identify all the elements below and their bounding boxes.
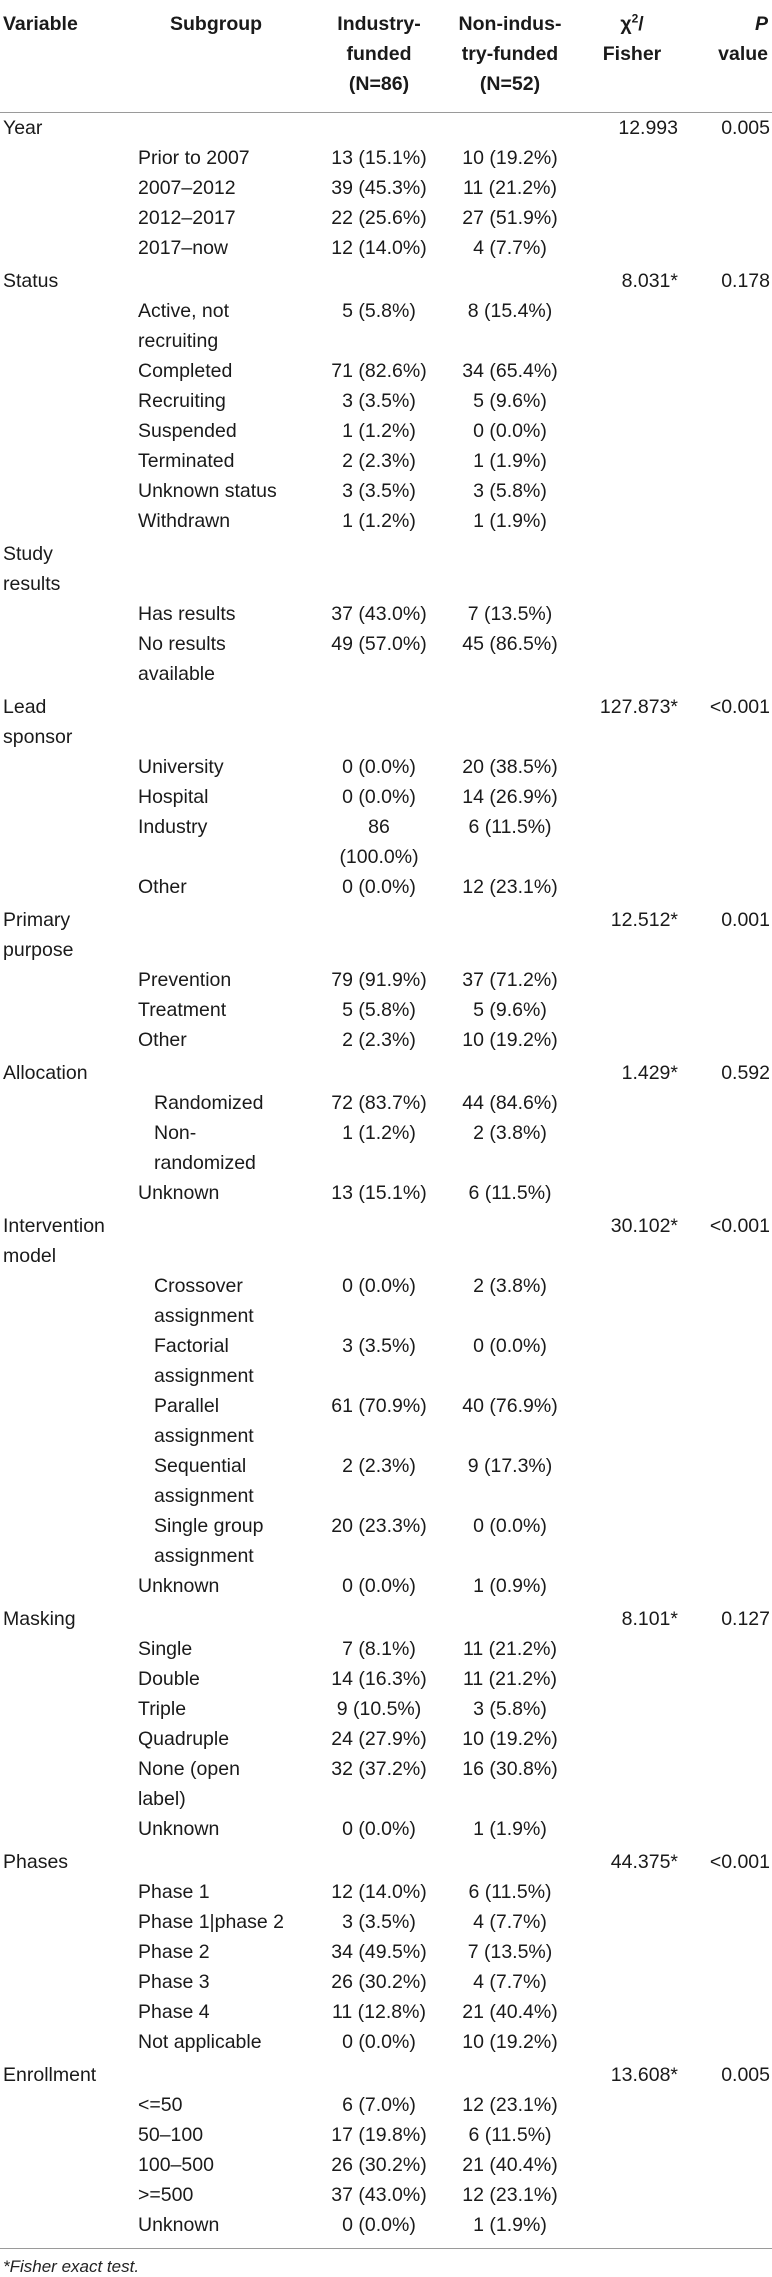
industry-count: 2 (2.3%)	[342, 1454, 416, 1477]
industry-count: 71 (82.6%)	[331, 359, 427, 382]
non-industry-count: 6 (11.5%)	[468, 1181, 552, 1204]
non-industry-count: 1 (0.9%)	[473, 1574, 547, 1597]
table-row	[0, 386, 772, 416]
non-industry-count: 12 (23.1%)	[462, 2093, 558, 2116]
statistic-value: 8.101*	[621, 1607, 678, 1630]
non-industry-count: 2 (3.8%)	[473, 1121, 547, 1144]
subgroup-label: Sequential assignment	[154, 1454, 254, 1507]
subgroup-label: Prior to 2007	[138, 146, 250, 169]
non-industry-count: 4 (7.7%)	[473, 1910, 547, 1933]
p-value: <0.001	[709, 1214, 770, 1237]
table-row	[0, 1055, 772, 1088]
table-row	[0, 1724, 772, 1754]
industry-count: 0 (0.0%)	[342, 1817, 416, 1840]
table-row	[0, 112, 772, 143]
p-value: <0.001	[709, 1850, 770, 1873]
subgroup-label: Completed	[138, 359, 233, 382]
industry-count: 49 (57.0%)	[331, 632, 427, 655]
non-industry-count: 12 (23.1%)	[462, 875, 558, 898]
table-row	[0, 356, 772, 386]
industry-count: 2 (2.3%)	[342, 449, 416, 472]
p-value: 0.592	[721, 1061, 770, 1084]
non-industry-count: 7 (13.5%)	[467, 602, 553, 625]
table-row	[0, 1451, 772, 1511]
p-value: <0.001	[709, 695, 770, 718]
subgroup-label: Other	[138, 1028, 187, 1051]
subgroup-label: Suspended	[138, 419, 237, 442]
industry-count: 5 (5.8%)	[342, 299, 416, 322]
variable-label: Lead sponsor	[3, 695, 73, 748]
variable-label: Year	[3, 116, 43, 139]
table-row	[0, 2027, 772, 2057]
subgroup-label: Non- randomized	[154, 1121, 256, 1174]
subgroup-label: Withdrawn	[138, 509, 231, 532]
subgroup-label: Industry	[138, 815, 208, 838]
table-row	[0, 536, 772, 599]
industry-count: 14 (16.3%)	[331, 1667, 427, 1690]
table-body	[0, 112, 772, 2248]
non-industry-count: 37 (71.2%)	[462, 968, 558, 991]
industry-count: 13 (15.1%)	[331, 1181, 427, 1204]
industry-count: 3 (3.5%)	[342, 389, 416, 412]
subgroup-label: Other	[138, 875, 187, 898]
table-row	[0, 233, 772, 263]
non-industry-count: 0 (0.0%)	[473, 419, 547, 442]
statistic-value	[578, 536, 686, 599]
table-row	[0, 1907, 772, 1937]
industry-count: 0 (0.0%)	[342, 1274, 416, 1297]
table-row	[0, 872, 772, 902]
industry-count: 3 (3.5%)	[342, 479, 416, 502]
table-row	[0, 1208, 772, 1271]
subgroup-label: Crossover assignment	[154, 1274, 254, 1327]
non-industry-count: 5 (9.6%)	[473, 998, 547, 1021]
subgroup-label: 50–100	[138, 2123, 204, 2146]
non-industry-count: 34 (65.4%)	[462, 359, 558, 382]
subgroup-label: Single	[138, 1637, 193, 1660]
industry-count: 0 (0.0%)	[342, 2213, 416, 2236]
industry-count: 1 (1.2%)	[342, 1121, 416, 1144]
table-row	[0, 1937, 772, 1967]
table-row	[0, 752, 772, 782]
footnote: *Fisher exact test.	[3, 2256, 140, 2276]
table-row	[0, 782, 772, 812]
variable-label: Allocation	[3, 1061, 88, 1084]
non-industry-count: 11 (21.2%)	[463, 1637, 557, 1660]
non-industry-count: 6 (11.5%)	[468, 2123, 552, 2146]
header-subgroup: Subgroup	[170, 13, 263, 35]
subgroup-label: Hospital	[138, 785, 209, 808]
industry-count: 0 (0.0%)	[342, 785, 416, 808]
non-industry-count: 40 (76.9%)	[462, 1394, 558, 1417]
table-row	[0, 1178, 772, 1208]
subgroup-label: >=500	[138, 2183, 194, 2206]
subgroup-label: 2012–2017	[138, 206, 236, 229]
subgroup-label: Single group assignment	[154, 1514, 264, 1567]
table-row	[0, 2150, 772, 2180]
variable-label: Enrollment	[3, 2063, 97, 2086]
table-row	[0, 1601, 772, 1634]
non-industry-count: 10 (19.2%)	[462, 2030, 558, 2053]
table-row	[0, 1118, 772, 1178]
subgroup-label: Factorial assignment	[154, 1334, 254, 1387]
table-row	[0, 1664, 772, 1694]
industry-count: 3 (3.5%)	[342, 1910, 416, 1933]
subgroup-label: Prevention	[138, 968, 232, 991]
non-industry-count: 14 (26.9%)	[462, 785, 558, 808]
table-row	[0, 1997, 772, 2027]
statistic-value: 12.512*	[610, 908, 678, 931]
non-industry-count: 1 (1.9%)	[473, 509, 547, 532]
industry-count: 1 (1.2%)	[342, 509, 416, 532]
non-industry-count: 2 (3.8%)	[473, 1274, 547, 1297]
p-value: 0.005	[721, 2063, 770, 2086]
industry-count: 0 (0.0%)	[342, 755, 416, 778]
industry-count: 24 (27.9%)	[331, 1727, 427, 1750]
non-industry-count: 11 (21.2%)	[463, 1667, 557, 1690]
subgroup-label: Phase 1	[138, 1880, 210, 1903]
industry-count: 37 (43.0%)	[331, 2183, 427, 2206]
subgroup-label: Phase 2	[138, 1940, 210, 1963]
non-industry-count: 3 (5.8%)	[473, 1697, 547, 1720]
table-row	[0, 173, 772, 203]
subgroup-label: Unknown status	[138, 479, 277, 502]
table-row	[0, 2180, 772, 2210]
non-industry-count: 4 (7.7%)	[473, 236, 547, 259]
subgroup-label: Randomized	[154, 1091, 264, 1114]
industry-count: 3 (3.5%)	[342, 1334, 416, 1357]
industry-count: 5 (5.8%)	[342, 998, 416, 1021]
table-row	[0, 812, 772, 872]
non-industry-count: 21 (40.4%)	[462, 2153, 558, 2176]
subgroup-label: 2007–2012	[138, 176, 236, 199]
table-row	[0, 902, 772, 965]
table-row	[0, 965, 772, 995]
non-industry-count: 7 (13.5%)	[467, 1940, 553, 1963]
header-industry: Industry- funded (N=86)	[337, 13, 421, 95]
statistic-value: 30.102*	[610, 1214, 678, 1237]
industry-count: 6 (7.0%)	[342, 2093, 416, 2116]
table-row	[0, 2210, 772, 2249]
subgroup-label: Phase 3	[138, 1970, 210, 1993]
table-row	[0, 446, 772, 476]
table-row	[0, 1331, 772, 1391]
non-industry-count: 21 (40.4%)	[462, 2000, 558, 2023]
non-industry-count: 9 (17.3%)	[467, 1454, 553, 1477]
table-row	[0, 1844, 772, 1877]
industry-count: 32 (37.2%)	[331, 1757, 427, 1780]
table-row	[0, 2090, 772, 2120]
industry-count: 34 (49.5%)	[331, 1940, 427, 1963]
non-industry-count: 20 (38.5%)	[462, 755, 558, 778]
subgroup-label: No results available	[138, 632, 226, 685]
statistic-value: 1.429*	[621, 1061, 678, 1084]
table-header	[0, 0, 772, 112]
industry-count: 11 (12.8%)	[332, 2000, 426, 2023]
non-industry-count: 27 (51.9%)	[462, 206, 558, 229]
header-p-value: P value	[718, 13, 768, 65]
table-row	[0, 1025, 772, 1055]
table-row	[0, 1088, 772, 1118]
non-industry-count: 10 (19.2%)	[462, 1028, 558, 1051]
subgroup-label: Recruiting	[138, 389, 226, 412]
statistic-value: 13.608*	[610, 2063, 678, 2086]
table-row	[0, 263, 772, 296]
non-industry-count: 8 (15.4%)	[467, 299, 553, 322]
p-value: 0.001	[721, 908, 770, 931]
table-row	[0, 416, 772, 446]
subgroup-label: Phase 1|phase 2	[138, 1910, 285, 1933]
table-row	[0, 1511, 772, 1571]
non-industry-count: 16 (30.8%)	[462, 1757, 558, 1780]
subgroup-label: Terminated	[138, 449, 235, 472]
industry-count: 20 (23.3%)	[331, 1514, 427, 1537]
industry-count: 37 (43.0%)	[331, 602, 427, 625]
industry-count: 86 (100.0%)	[339, 815, 419, 868]
non-industry-count: 6 (11.5%)	[468, 1880, 552, 1903]
table-row	[0, 1634, 772, 1664]
table-row	[0, 1814, 772, 1844]
table-row	[0, 1391, 772, 1451]
industry-count: 39 (45.3%)	[331, 176, 427, 199]
industry-count: 17 (19.8%)	[331, 2123, 427, 2146]
statistic-value: 127.873*	[599, 695, 678, 718]
p-value	[686, 536, 772, 599]
industry-count: 22 (25.6%)	[331, 206, 427, 229]
industry-count: 12 (14.0%)	[331, 1880, 427, 1903]
table-row	[0, 296, 772, 356]
non-industry-count: 0 (0.0%)	[473, 1334, 547, 1357]
subgroup-label: Unknown	[138, 2213, 220, 2236]
industry-count: 26 (30.2%)	[331, 1970, 427, 1993]
table-row	[0, 2057, 772, 2090]
table-row	[0, 1967, 772, 1997]
non-industry-count: 3 (5.8%)	[473, 479, 547, 502]
subgroup-label: 2017–now	[138, 236, 228, 259]
table-row	[0, 1754, 772, 1814]
subgroup-label: Unknown	[138, 1574, 220, 1597]
industry-count: 0 (0.0%)	[342, 1574, 416, 1597]
table-row	[0, 203, 772, 233]
subgroup-label: <=50	[138, 2093, 183, 2116]
variable-label: Phases	[3, 1850, 69, 1873]
non-industry-count: 10 (19.2%)	[462, 1727, 558, 1750]
non-industry-count: 0 (0.0%)	[473, 1514, 547, 1537]
header-non-industry: Non-indus- try-funded (N=52)	[458, 13, 562, 95]
table-row	[0, 1571, 772, 1601]
p-value: 0.005	[721, 116, 770, 139]
subgroup-label: Not applicable	[138, 2030, 262, 2053]
variable-label: Status	[3, 269, 59, 292]
non-industry-count: 11 (21.2%)	[463, 176, 557, 199]
subgroup-label: None (open label)	[138, 1757, 240, 1810]
industry-count: 26 (30.2%)	[331, 2153, 427, 2176]
subgroup-label: Triple	[138, 1697, 187, 1720]
table-row	[0, 995, 772, 1025]
table-row	[0, 629, 772, 689]
industry-count: 1 (1.2%)	[342, 419, 416, 442]
industry-count: 2 (2.3%)	[342, 1028, 416, 1051]
non-industry-count: 44 (84.6%)	[462, 1091, 558, 1114]
statistic-value: 8.031*	[621, 269, 678, 292]
industry-count: 12 (14.0%)	[331, 236, 427, 259]
non-industry-count: 45 (86.5%)	[462, 632, 558, 655]
industry-count: 0 (0.0%)	[342, 2030, 416, 2053]
industry-count: 13 (15.1%)	[331, 146, 427, 169]
subgroup-label: Parallel assignment	[154, 1394, 254, 1447]
subgroup-label: Double	[138, 1667, 200, 1690]
non-industry-count: 6 (11.5%)	[468, 815, 552, 838]
table-row	[0, 1694, 772, 1724]
industry-count: 61 (70.9%)	[331, 1394, 427, 1417]
non-industry-count: 1 (1.9%)	[473, 1817, 547, 1840]
table-row	[0, 506, 772, 536]
header-variable: Variable	[3, 13, 78, 35]
non-industry-count: 1 (1.9%)	[473, 2213, 547, 2236]
subgroup-label: Has results	[138, 602, 236, 625]
subgroup-label: University	[138, 755, 224, 778]
subgroup-label: Unknown	[138, 1181, 220, 1204]
subgroup-label: Phase 4	[138, 2000, 210, 2023]
table-row	[0, 2120, 772, 2150]
variable-label: Intervention model	[3, 1214, 105, 1267]
table-row	[0, 1271, 772, 1331]
non-industry-count: 4 (7.7%)	[473, 1970, 547, 1993]
industry-count: 9 (10.5%)	[336, 1697, 422, 1720]
industry-count: 0 (0.0%)	[342, 875, 416, 898]
subgroup-label: 100–500	[138, 2153, 214, 2176]
statistic-value: 12.993	[618, 116, 678, 139]
header-statistic: $\chi^2/$ Fisher	[602, 11, 662, 65]
table-row	[0, 476, 772, 506]
subgroup-label: Unknown	[138, 1817, 220, 1840]
industry-count: 7 (8.1%)	[342, 1637, 416, 1660]
variable-label: Masking	[3, 1607, 76, 1630]
table-row	[0, 689, 772, 752]
subgroup-label: Active, not recruiting	[138, 299, 230, 352]
table-row	[0, 1877, 772, 1907]
p-value: 0.178	[721, 269, 770, 292]
p-value: 0.127	[721, 1607, 770, 1630]
statistic-value: 44.375*	[610, 1850, 678, 1873]
industry-count: 79 (91.9%)	[331, 968, 427, 991]
non-industry-count: 10 (19.2%)	[462, 146, 558, 169]
industry-count: 72 (83.7%)	[331, 1091, 427, 1114]
table-row	[0, 599, 772, 629]
non-industry-count: 1 (1.9%)	[473, 449, 547, 472]
subgroup-label: Treatment	[138, 998, 227, 1021]
variable-label: Primary purpose	[3, 908, 74, 961]
non-industry-count: 5 (9.6%)	[473, 389, 547, 412]
subgroup-label: Quadruple	[138, 1727, 230, 1750]
table-row	[0, 143, 772, 173]
variable-label: Study results	[3, 542, 61, 595]
non-industry-count: 12 (23.1%)	[462, 2183, 558, 2206]
